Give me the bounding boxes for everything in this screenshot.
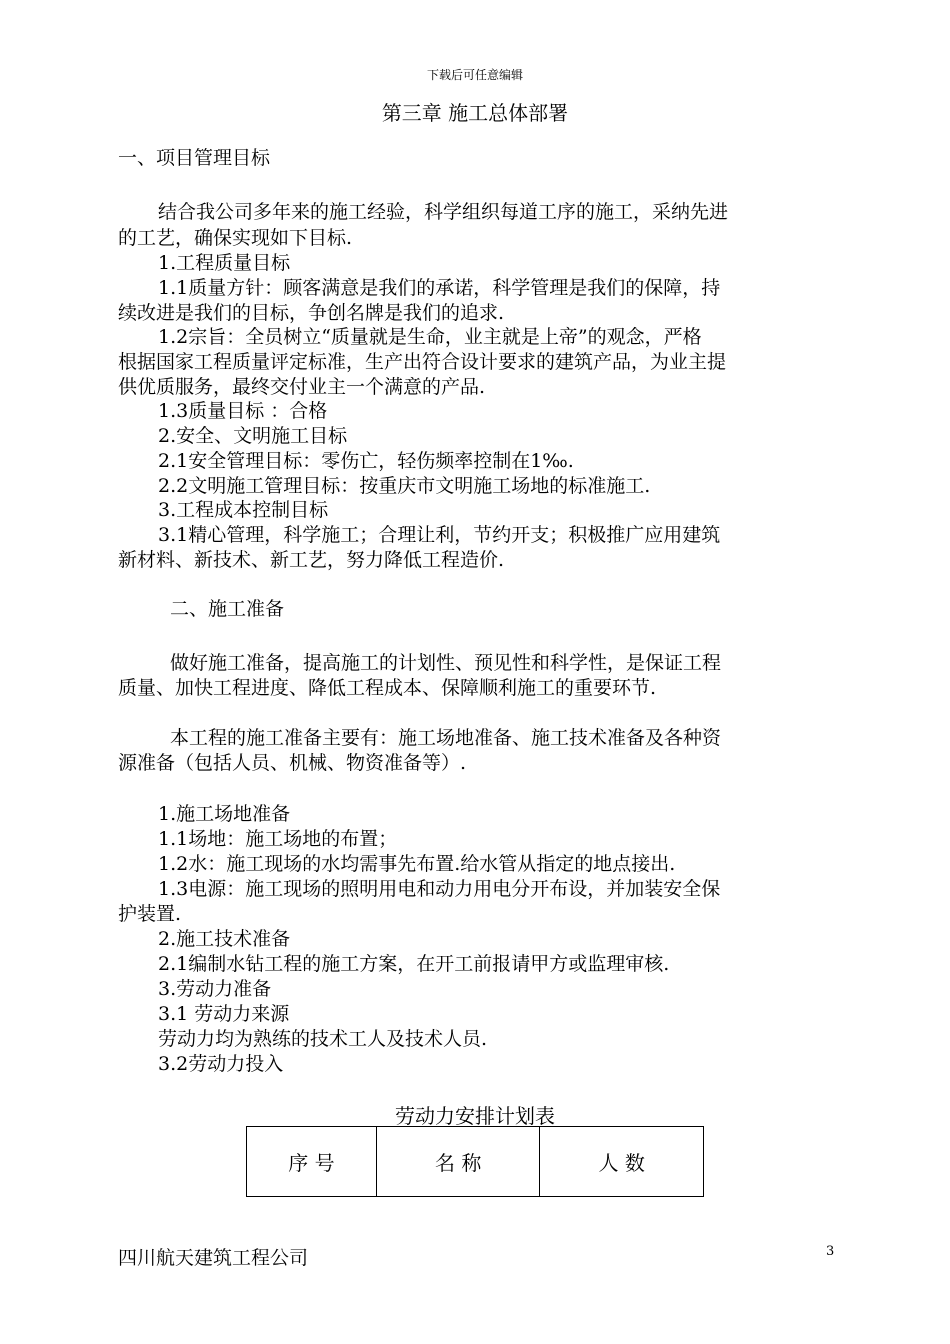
paragraph-line: 护装置.: [118, 903, 182, 925]
paragraph-line: 3.劳动力准备: [158, 978, 272, 1000]
paragraph-line: 2.2文明施工管理目标：按重庆市文明施工场地的标准施工.: [158, 475, 651, 497]
paragraph-line: 2.安全、文明施工目标: [158, 425, 348, 447]
paragraph-line: 2.1安全管理目标：零伤亡，轻伤频率控制在1‰.: [158, 450, 574, 472]
table-header-cell: 名 称: [376, 1127, 540, 1197]
paragraph-line: 续改进是我们的目标，争创名牌是我们的追求.: [118, 302, 505, 324]
paragraph-line: 2.1编制水钻工程的施工方案，在开工前报请甲方或监理审核.: [158, 953, 670, 975]
paragraph-line: 1.施工场地准备: [158, 803, 291, 825]
paragraph-line: 结合我公司多年来的施工经验，科学组织每道工序的施工，采纳先进: [158, 201, 729, 223]
paragraph-line: 1.工程质量目标: [158, 252, 291, 274]
paragraph-line: 2.施工技术准备: [158, 928, 291, 950]
paragraph-line: 源准备（包括人员、机械、物资准备等）.: [118, 752, 467, 774]
paragraph-line: 质量、加快工程进度、降低工程成本、保障顺利施工的重要环节.: [118, 677, 657, 699]
paragraph-line: 1.2宗旨：全员树立“质量就是生命，业主就是上帝”的观念，严格: [158, 326, 702, 348]
paragraph-line: 1.2水：施工现场的水均需事先布置.给水管从指定的地点接出.: [158, 853, 676, 875]
section-heading-2: 二、施工准备: [170, 598, 285, 620]
paragraph-line: 3.工程成本控制目标: [158, 499, 329, 521]
paragraph-line: 做好施工准备，提高施工的计划性、预见性和科学性，是保证工程: [170, 652, 722, 674]
paragraph-line: 1.3质量目标 ：合格: [158, 400, 328, 422]
paragraph-line: 新材料、新技术、新工艺，努力降低工程造价.: [118, 549, 505, 571]
paragraph-line: 供优质服务，最终交付业主一个满意的产品.: [118, 376, 486, 398]
paragraph-line: 1.3电源：施工现场的照明用电和动力用电分开布设，并加装安全保: [158, 878, 721, 900]
table-header-cell: 人 数: [540, 1127, 704, 1197]
chapter-title: 第三章 施工总体部署: [381, 101, 569, 125]
paragraph-line: 根据国家工程质量评定标准，生产出符合设计要求的建筑产品，为业主提: [118, 351, 727, 373]
labor-plan-table: [246, 1126, 704, 1197]
table-title: 劳动力安排计划表: [395, 1104, 555, 1128]
paragraph-line: 1.1场地：施工场地的布置；: [158, 828, 398, 850]
paragraph-line: 1.1质量方针：顾客满意是我们的承诺，科学管理是我们的保障，持: [158, 277, 721, 299]
paragraph-line: 的工艺，确保实现如下目标.: [118, 227, 353, 249]
paragraph-line: 3.2劳动力投入: [158, 1053, 284, 1075]
section-heading-1: 一、项目管理目标: [118, 147, 271, 169]
header-note: 下载后可任意编辑: [426, 68, 523, 82]
paragraph-line: 本工程的施工准备主要有：施工场地准备、施工技术准备及各种资: [170, 727, 722, 749]
table-header-cell: 序 号: [247, 1127, 377, 1197]
table-header-row: [247, 1127, 704, 1197]
paragraph-line: 3.1精心管理，科学施工；合理让利，节约开支；积极推广应用建筑: [158, 524, 721, 546]
paragraph-line: 劳动力均为熟练的技术工人及技术人员.: [158, 1028, 488, 1050]
paragraph-line: 3.1 劳动力来源: [158, 1003, 290, 1025]
page-number: 3: [826, 1244, 835, 1259]
footer-company: 四川航天建筑工程公司: [118, 1247, 309, 1269]
